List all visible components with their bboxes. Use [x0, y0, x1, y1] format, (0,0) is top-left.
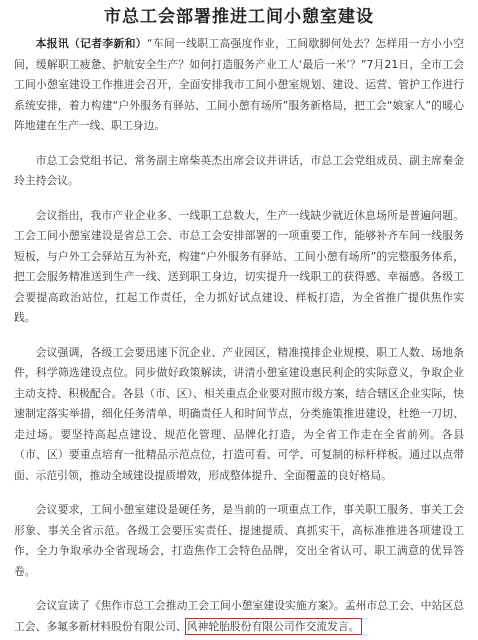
highlighted-company: 风神轮胎股份有限公司作交流发言。	[186, 619, 360, 633]
byline: 本报讯（记者李新和）	[35, 37, 147, 50]
paragraph-4: 会议强调，各级工会要迅速下沉企业、产业园区，精准摸排企业规模、职工人数、场地条件，科学筛选建设点位。同步做好政策解读，讲清小憩室建设惠民利企的实际意义，争取企业主动支持、积极配合。各县（市、区）、相关重点企业要对照市级方案，结合辖区企业实际，快速制定落实举措，细化任务清单、明确责任人和时间节点，分类施策推进建设，杜绝一刀切、走过场。要坚持高起点建设、规范化管理、品牌化打造，为全省工作走在全省前列。各县（市、区）要重点培育一批精品示范点位，打造可看、可学、可复制的标杆样板。通过以点带面、示范引领，推动全域建设提质增效，形成整体提升、全面覆盖的良好格局。	[14, 345, 464, 482]
article-title: 市总工会部署推进工间小憩室建设	[104, 7, 374, 27]
paragraph-5: 会议要求，工间小憩室建设是硬任务，是当前的一项重点工作，事关职工服务、事关工会形象、事关全省示范。各级工会要压实责任、提速提质、真抓实干，高标准推进各项建设工作，全力争取承办全省现场会，打造焦作工会特色品牌，交出全省认可、职工满意的优异答卷。	[14, 503, 464, 578]
paragraph-1	[14, 34, 464, 137]
paragraph-1-text: “车间一线职工高强度作业，工间歇脚何处去？怎样用一方小小空间，缓解职工疲惫、护航安全生产？如何打造服务产业工人‘最后一米’？”7月21日，全市工会工间小憩室建设工作推进会召开，全面安排我市工间小憩室规划、建设、运营、管护工作进行系统安排，着力构建“户外服务有驿站、工间小憩有场所”服务新格局，把工会“娘家人”的暖心阵地建在生产一线、职工身边。	[14, 37, 464, 132]
paragraph-6-text: 会议宣读了《焦作市总工会推动工会工间小憩室建设实施方案》。孟州市总工会、中站区总工会、多氟多新材料股份有限公司、	[14, 599, 464, 633]
paragraph-6	[14, 596, 464, 637]
paragraph-2: 市总工会党组书记、常务副主席柴英杰出席会议并讲话，市总工会党组成员、副主席秦金玲主持会议。	[14, 153, 464, 187]
paragraph-3: 会议指出，我市产业企业多、一线职工总数大，生产一线缺少就近休息场所是普遍问题。工会工间小憩室建设是省总工会、市总工会安排部署的一项重要工作，能够补齐车间一线服务短板，与户外工会驿站互为补充，构建“户外服务有驿站、工间小憩有场所”的完整服务体系，把工会服务精准送到生产一线、送到职工身边，切实提升一线职工的获得感、幸福感。各级工会要提高政治站位，扛起工作责任，全力抓好试点建设、样板打造，为全省推广提供焦作实践。	[14, 208, 464, 324]
